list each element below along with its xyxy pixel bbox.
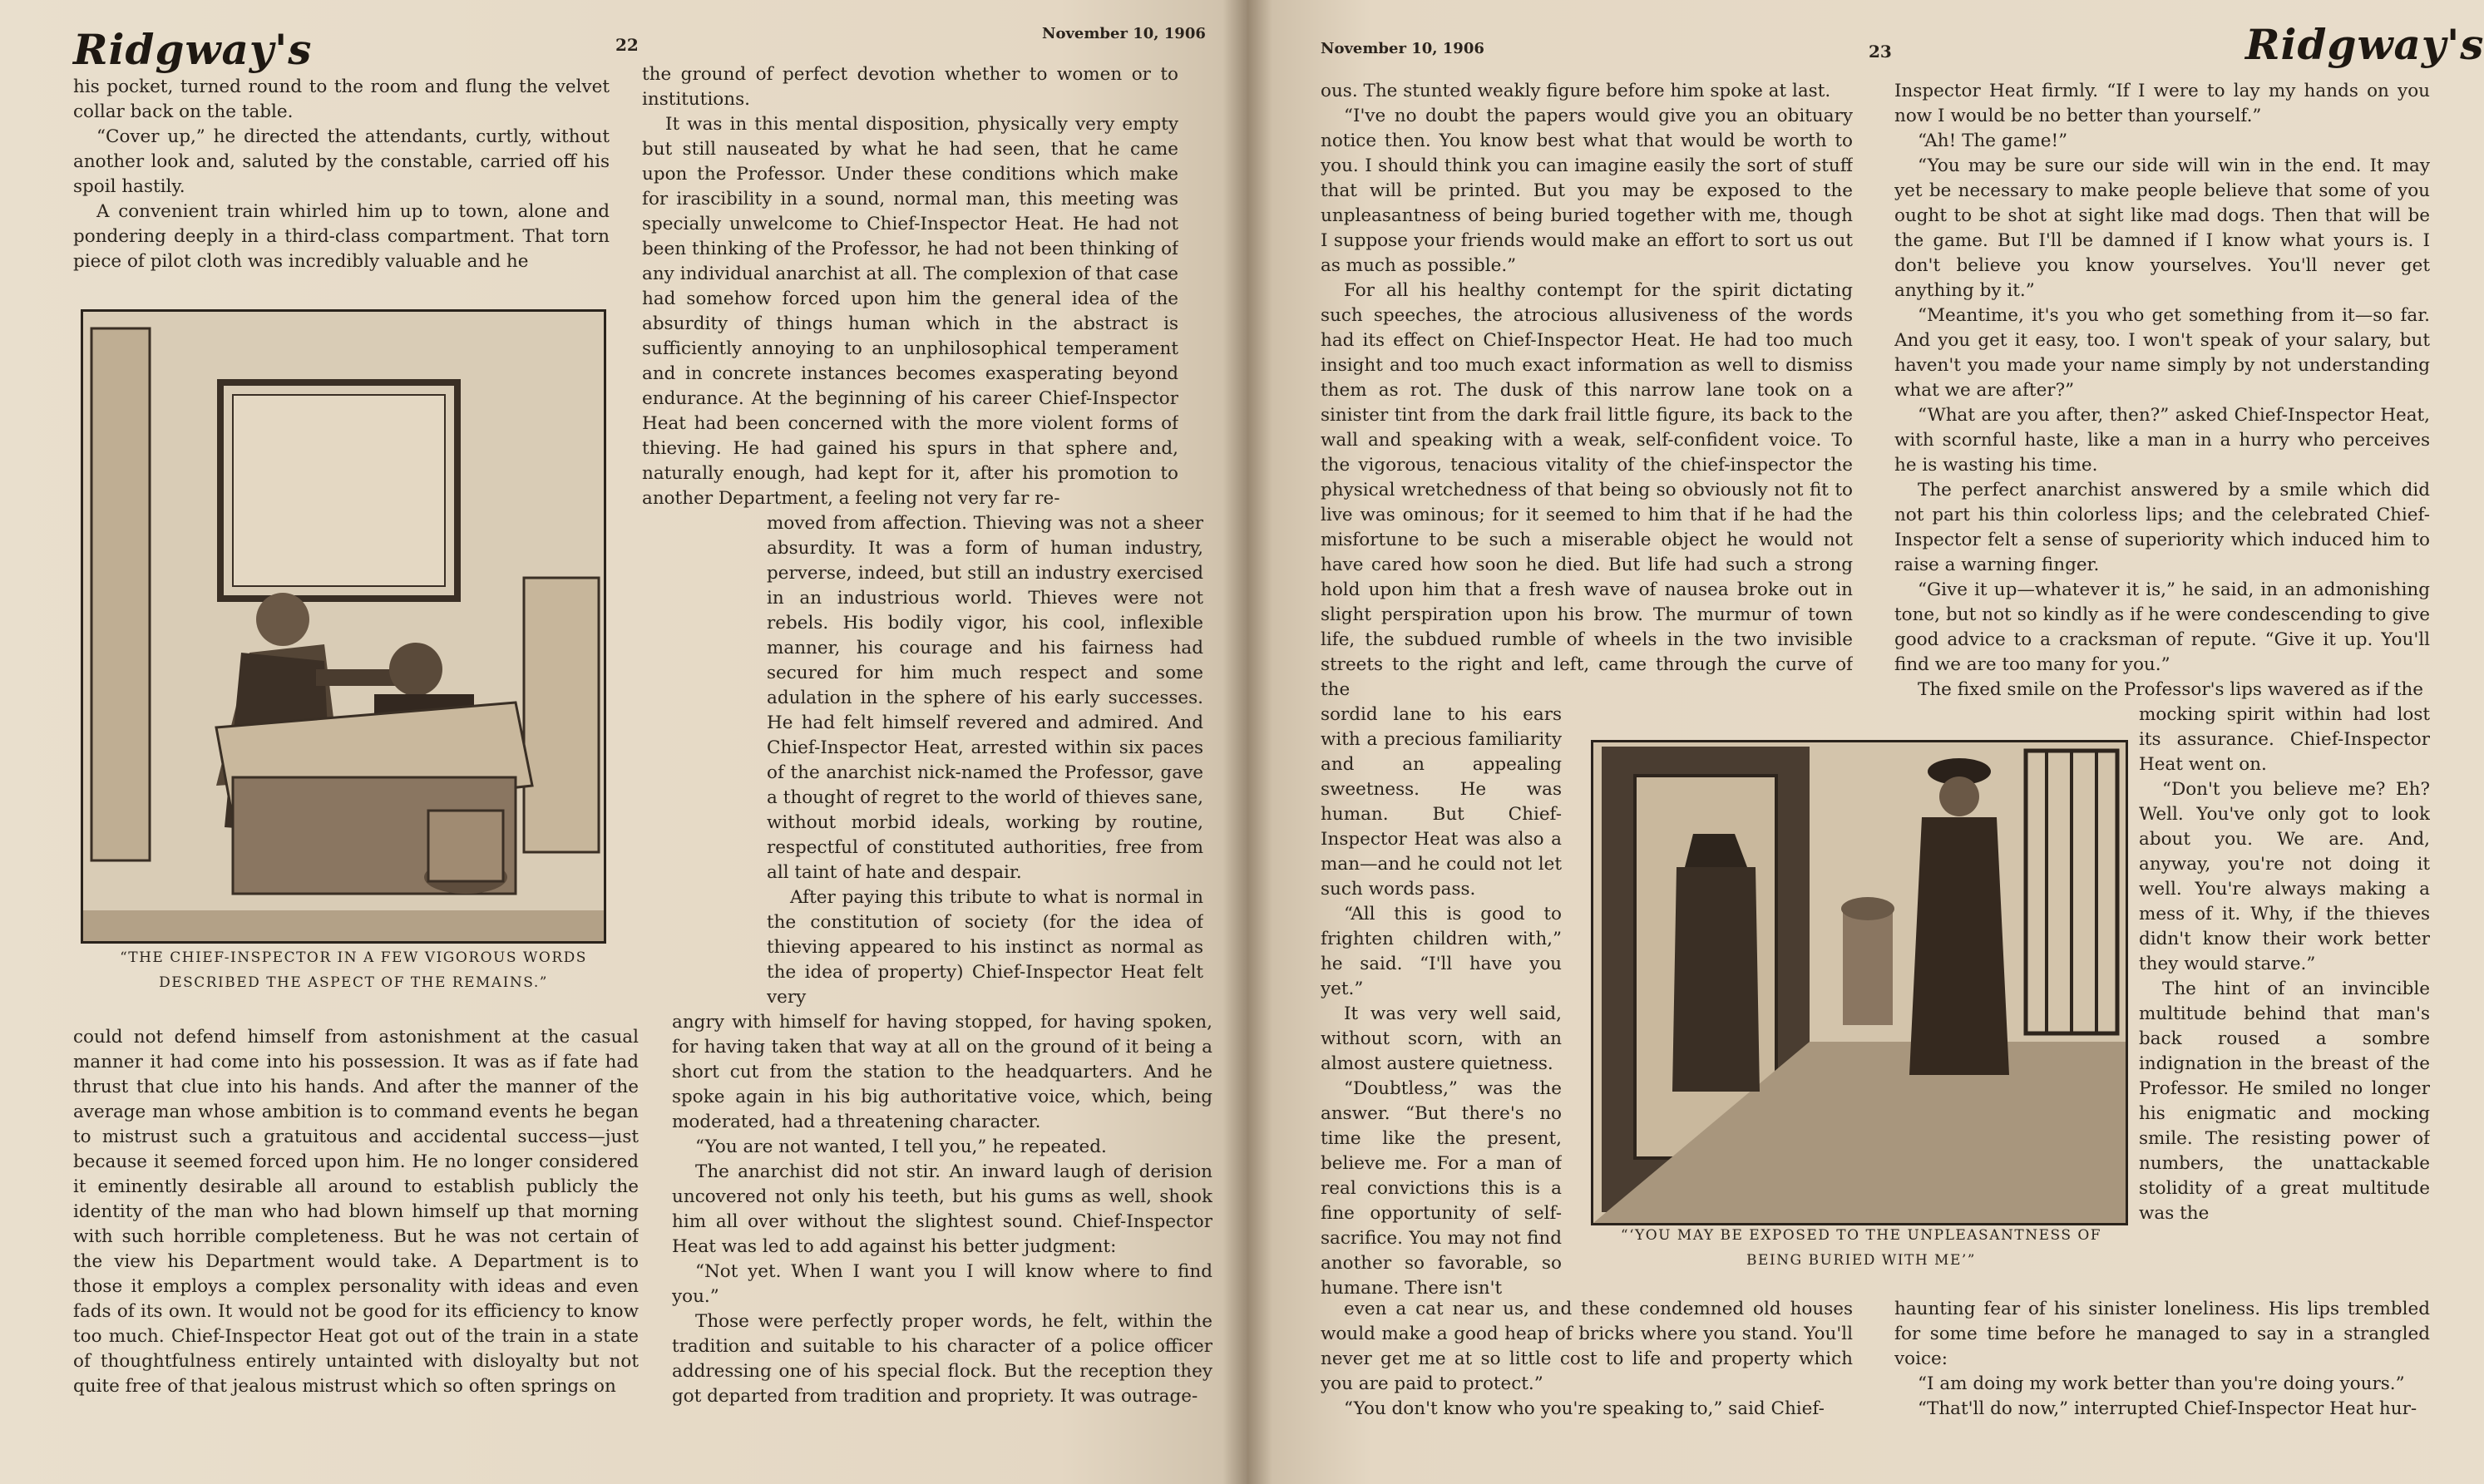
paragraph: The anarchist did not stir. An inward laugh of derision uncovered not only his teeth, but his gums as well, shook him all over without the slightest sound. Chief-Inspector Heat was led to add against his better judgment: bbox=[672, 1161, 1212, 1257]
paragraph: “Ah! The game!” bbox=[1918, 131, 2068, 151]
paragraph: “Meantime, it's you who get something from it—so far. And you get it easy, too. I won't speak of your salary, but haven't you made your name simply by not understanding what we are after?” bbox=[1894, 305, 2430, 401]
book-gutter bbox=[1222, 0, 1272, 1484]
right-col1-bottom bbox=[1321, 1297, 1853, 1484]
paragraph: The perfect anarchist answered by a smile which did not part his thin colorless lips; and the celebrated Chief-Inspector felt a sense of superiority which induced him to raise a warning finger. bbox=[1894, 480, 2430, 575]
paragraph: “You may be sure our side will win in the end. It may yet be necessary to make people believe that some of you ought to be shot at sight like mad dogs. Then that will be the game. But I'll be damned if I know what yours is. I don't believe you know yourselves. You'll never get anything by it.” bbox=[1894, 155, 2430, 301]
right-col2-bottom bbox=[1894, 1297, 2430, 1484]
paragraph: A convenient train whirled him up to town, alone and pondering deeply in a third-class compartment. That torn piece of pilot cloth was incredibly valuable and he bbox=[73, 201, 610, 272]
paragraph: The fixed smile on the Professor's lips wavered as if the bbox=[1918, 679, 2424, 700]
paragraph: “I've no doubt the papers would give you an obituary notice then. You know best what that would be worth to you. I should think you can imagine easily the sort of stuff that will be printed. But you may be exposed to the unpleasantness of being buried together with me, though I suppose your friends would make an effort to sort us out as much as possible.” bbox=[1321, 106, 1853, 276]
paragraph: For all his healthy contempt for the spirit dictating such speeches, the atrocious allusiveness of the words had its effect on Chief-Inspector Heat. He had too much insight and too much exact information as well to dismiss them as rot. The dusk of this narrow lane took on a sinister tint from the dark frail little figure, its back to the wall and speaking with a weak, self-confident voice. To the vigorous, tenacious vitality of the chief-inspector the physical wretchedness of that being so obviously not fit to live was ominous; for it seemed to him that if he had the misfortune to be such a miserable object he would not have cared how soon he died. But life had such a strong hold upon him that a fresh wave of nausea broke out in slight perspiration upon his brow. The murmur of town life, the subdued rumble of wheels in the two invisible streets to the right and left, came through the curve of the bbox=[1321, 280, 1853, 700]
page-number: 22 bbox=[615, 35, 639, 55]
paragraph: It was very well said, without scorn, with an almost austere quietness. bbox=[1321, 1003, 1562, 1074]
right-caption: “‘YOU MAY BE EXPOSED TO THE UNPLEASANTNESS OF BEING BURIED WITH ME’” bbox=[1620, 1227, 2102, 1269]
paragraph: “That'll do now,” interrupted Chief-Inspector Heat hur- bbox=[1918, 1398, 2417, 1419]
left-col2-top bbox=[642, 62, 1178, 511]
right-col2-top bbox=[1894, 79, 2430, 703]
paragraph: “What are you after, then?” asked Chief-Inspector Heat, with scornful haste, like a man in a hurry who perceives he is wasting his time. bbox=[1894, 405, 2430, 476]
engraving-two-men-in-lane-icon bbox=[1593, 742, 2126, 1223]
paragraph: It was in this mental disposition, physically very empty but still nauseated by what he had seen, that he came upon the Professor. Under these conditions which make for irascibility in a sound, normal man, this meeting was specially unwelcome to Chief-Inspector Heat. He had not been thinking of the Professor, he had not been thinking of any individual anarchist at all. The complexion of that case had somehow forced upon him the general idea of the absurdity of things human which in the abstract is sufficiently annoying to an unphilosophical temperament and in concrete instances becomes exasperating beyond endurance. At the beginning of his career Chief-Inspector Heat had been concerned with the more violent forms of thieving. He had gained his spurs in that sphere and, naturally enough, had kept for it, after his promotion to another Department, a feeling not very far re- bbox=[642, 114, 1178, 509]
right-col2-narrow bbox=[2139, 703, 2430, 1297]
masthead: Ridgway's bbox=[73, 25, 313, 74]
paragraph: ous. The stunted weakly figure before him spoke at last. bbox=[1321, 81, 1831, 101]
paragraph: even a cat near us, and these condemned old houses would make a good heap of bricks where you stand. You'll never get me at so little cost to life and property which you are paid to protect.” bbox=[1321, 1299, 1853, 1394]
left-illustration bbox=[81, 309, 606, 944]
page-date: November 10, 1906 bbox=[1321, 40, 1484, 57]
left-col2-narrow bbox=[767, 511, 1203, 1010]
paragraph: could not defend himself from astonishment at the casual manner it had come into his possession. It was as if fate had thrust that clue into his hands. And after the manner of the average man whose ambition is to command events he began to mistrust such a gratuitous and accidental success—just because it seemed forced upon him. He no longer considered it eminently desirable all around to establish publicly the identity of the man who had blown himself up that morning with such horrible completeness. But he was not certain of the view his Department would take. A Department is to those it employs a complex personality with ideas and even fads of its own. It would not be good for its efficiency to know too much. Chief-Inspector Heat got out of the train in a state of thoughtfulness entirely untainted with disloyalty but not quite free of that jealous mistrust which so often springs on bbox=[73, 1027, 639, 1397]
paragraph: “Cover up,” he directed the attendants, curtly, without another look and, saluted by the constable, carried off his spoil hastily. bbox=[73, 126, 610, 197]
left-col1-top bbox=[73, 75, 610, 299]
paragraph: the ground of perfect devotion whether to women or to institutions. bbox=[642, 64, 1178, 110]
paragraph: mocking spirit within had lost its assurance. Chief-Inspector Heat went on. bbox=[2139, 704, 2430, 775]
paragraph: sordid lane to his ears with a precious familiarity and an appealing sweetness. He was human. But Chief-Inspector Heat was also a man—and he could not let such words pass. bbox=[1321, 704, 1562, 900]
page-number: 23 bbox=[1869, 42, 1892, 62]
paragraph: haunting fear of his sinister loneliness. His lips trembled for some time before he managed to say in a strangled voice: bbox=[1894, 1299, 2430, 1369]
paragraph: his pocket, turned round to the room and flung the velvet collar back on the table. bbox=[73, 76, 610, 122]
right-col1-narrow bbox=[1321, 703, 1562, 1297]
paragraph: The hint of an invincible multitude behind that man's back roused a sombre indignation in the breast of the Professor. He smiled no longer his enigmatic and mocking smile. The resisting power of numbers, the unattackable stolidity of a great multitude was the bbox=[2139, 979, 2430, 1224]
paragraph: “Doubtless,” was the answer. “But there's no time like the present, believe me. For a man of real convictions this is a fine opportunity of self-sacrifice. You may not find another so favorable, so humane. There isn't bbox=[1321, 1078, 1562, 1297]
paragraph: “Not yet. When I want you I will know where to find you.” bbox=[672, 1261, 1212, 1307]
right-col1-top bbox=[1321, 79, 1853, 703]
right-illustration bbox=[1591, 740, 2128, 1225]
right-page bbox=[1247, 0, 2484, 1484]
masthead: Ridgway's bbox=[2245, 20, 2484, 69]
paragraph: “You are not wanted, I tell you,” he repeated. bbox=[695, 1136, 1107, 1157]
left-caption: “THE CHIEF-INSPECTOR IN A FEW VIGOROUS WORDS DESCRIBED THE ASPECT OF THE REMAINS.” bbox=[120, 949, 587, 991]
paragraph: moved from affection. Thieving was not a sheer absurdity. It was a form of human industry, perverse, indeed, but still an industry exercised in an industrious world. Thieves were not rebels. His bodily vigor, his cool, inflexible manner, his courage and his fairness had secured for him much respect and some adulation in the sphere of his early successes. He had felt himself revered and admired. And Chief-Inspector Heat, arrested within six paces of the anarchist nick-named the Professor, gave a thought of regret to the world of thieves sane, without morbid ideals, working by routine, respectful of constituted authorities, free from all taint of hate and despair. bbox=[767, 513, 1203, 883]
paragraph: “Give it up—whatever it is,” he said, in an admonishing tone, but not so kindly as if he were condescending to give good advice to a cracksman of repute. “Give it up. You'll find we are too many for you.” bbox=[1894, 579, 2430, 675]
paragraph: Inspector Heat firmly. “If I were to lay my hands on you now I would be no better than yourself.” bbox=[1894, 81, 2430, 126]
paragraph: “I am doing my work better than you're doing yours.” bbox=[1918, 1373, 2405, 1394]
paragraph: angry with himself for having stopped, for having spoken, for having taken that way at all on the ground of it being a short cut from the station to the headquarters. And he spoke again in his big authoritative voice, which, being moderated, had a threatening character. bbox=[672, 1012, 1212, 1132]
left-col2-bottom bbox=[672, 1010, 1212, 1426]
paragraph: After paying this tribute to what is normal in the constitution of society (for the idea of thieving appeared to his instinct as normal as the idea of property) Chief-Inspector Heat felt very bbox=[767, 887, 1203, 1008]
left-col1-bottom bbox=[73, 1025, 639, 1449]
engraving-two-men-at-desk-icon bbox=[83, 312, 604, 941]
paragraph: “You don't know who you're speaking to,” said Chief- bbox=[1344, 1398, 1825, 1419]
paragraph: “All this is good to frighten children with,” he said. “I'll have you yet.” bbox=[1321, 904, 1562, 999]
paragraph: “Don't you believe me? Eh? Well. You've only got to look about you. We are. And, anyway, you're not doing it well. You're always making a mess of it. Why, if the thieves didn't know their work better they would starve.” bbox=[2139, 779, 2430, 974]
paragraph: Those were perfectly proper words, he felt, within the tradition and suitable to his character of a police officer addressing one of his special flock. But the reception they got departed from tradition and propriety. It was outrage- bbox=[672, 1311, 1212, 1407]
page-date: November 10, 1906 bbox=[1042, 25, 1206, 42]
